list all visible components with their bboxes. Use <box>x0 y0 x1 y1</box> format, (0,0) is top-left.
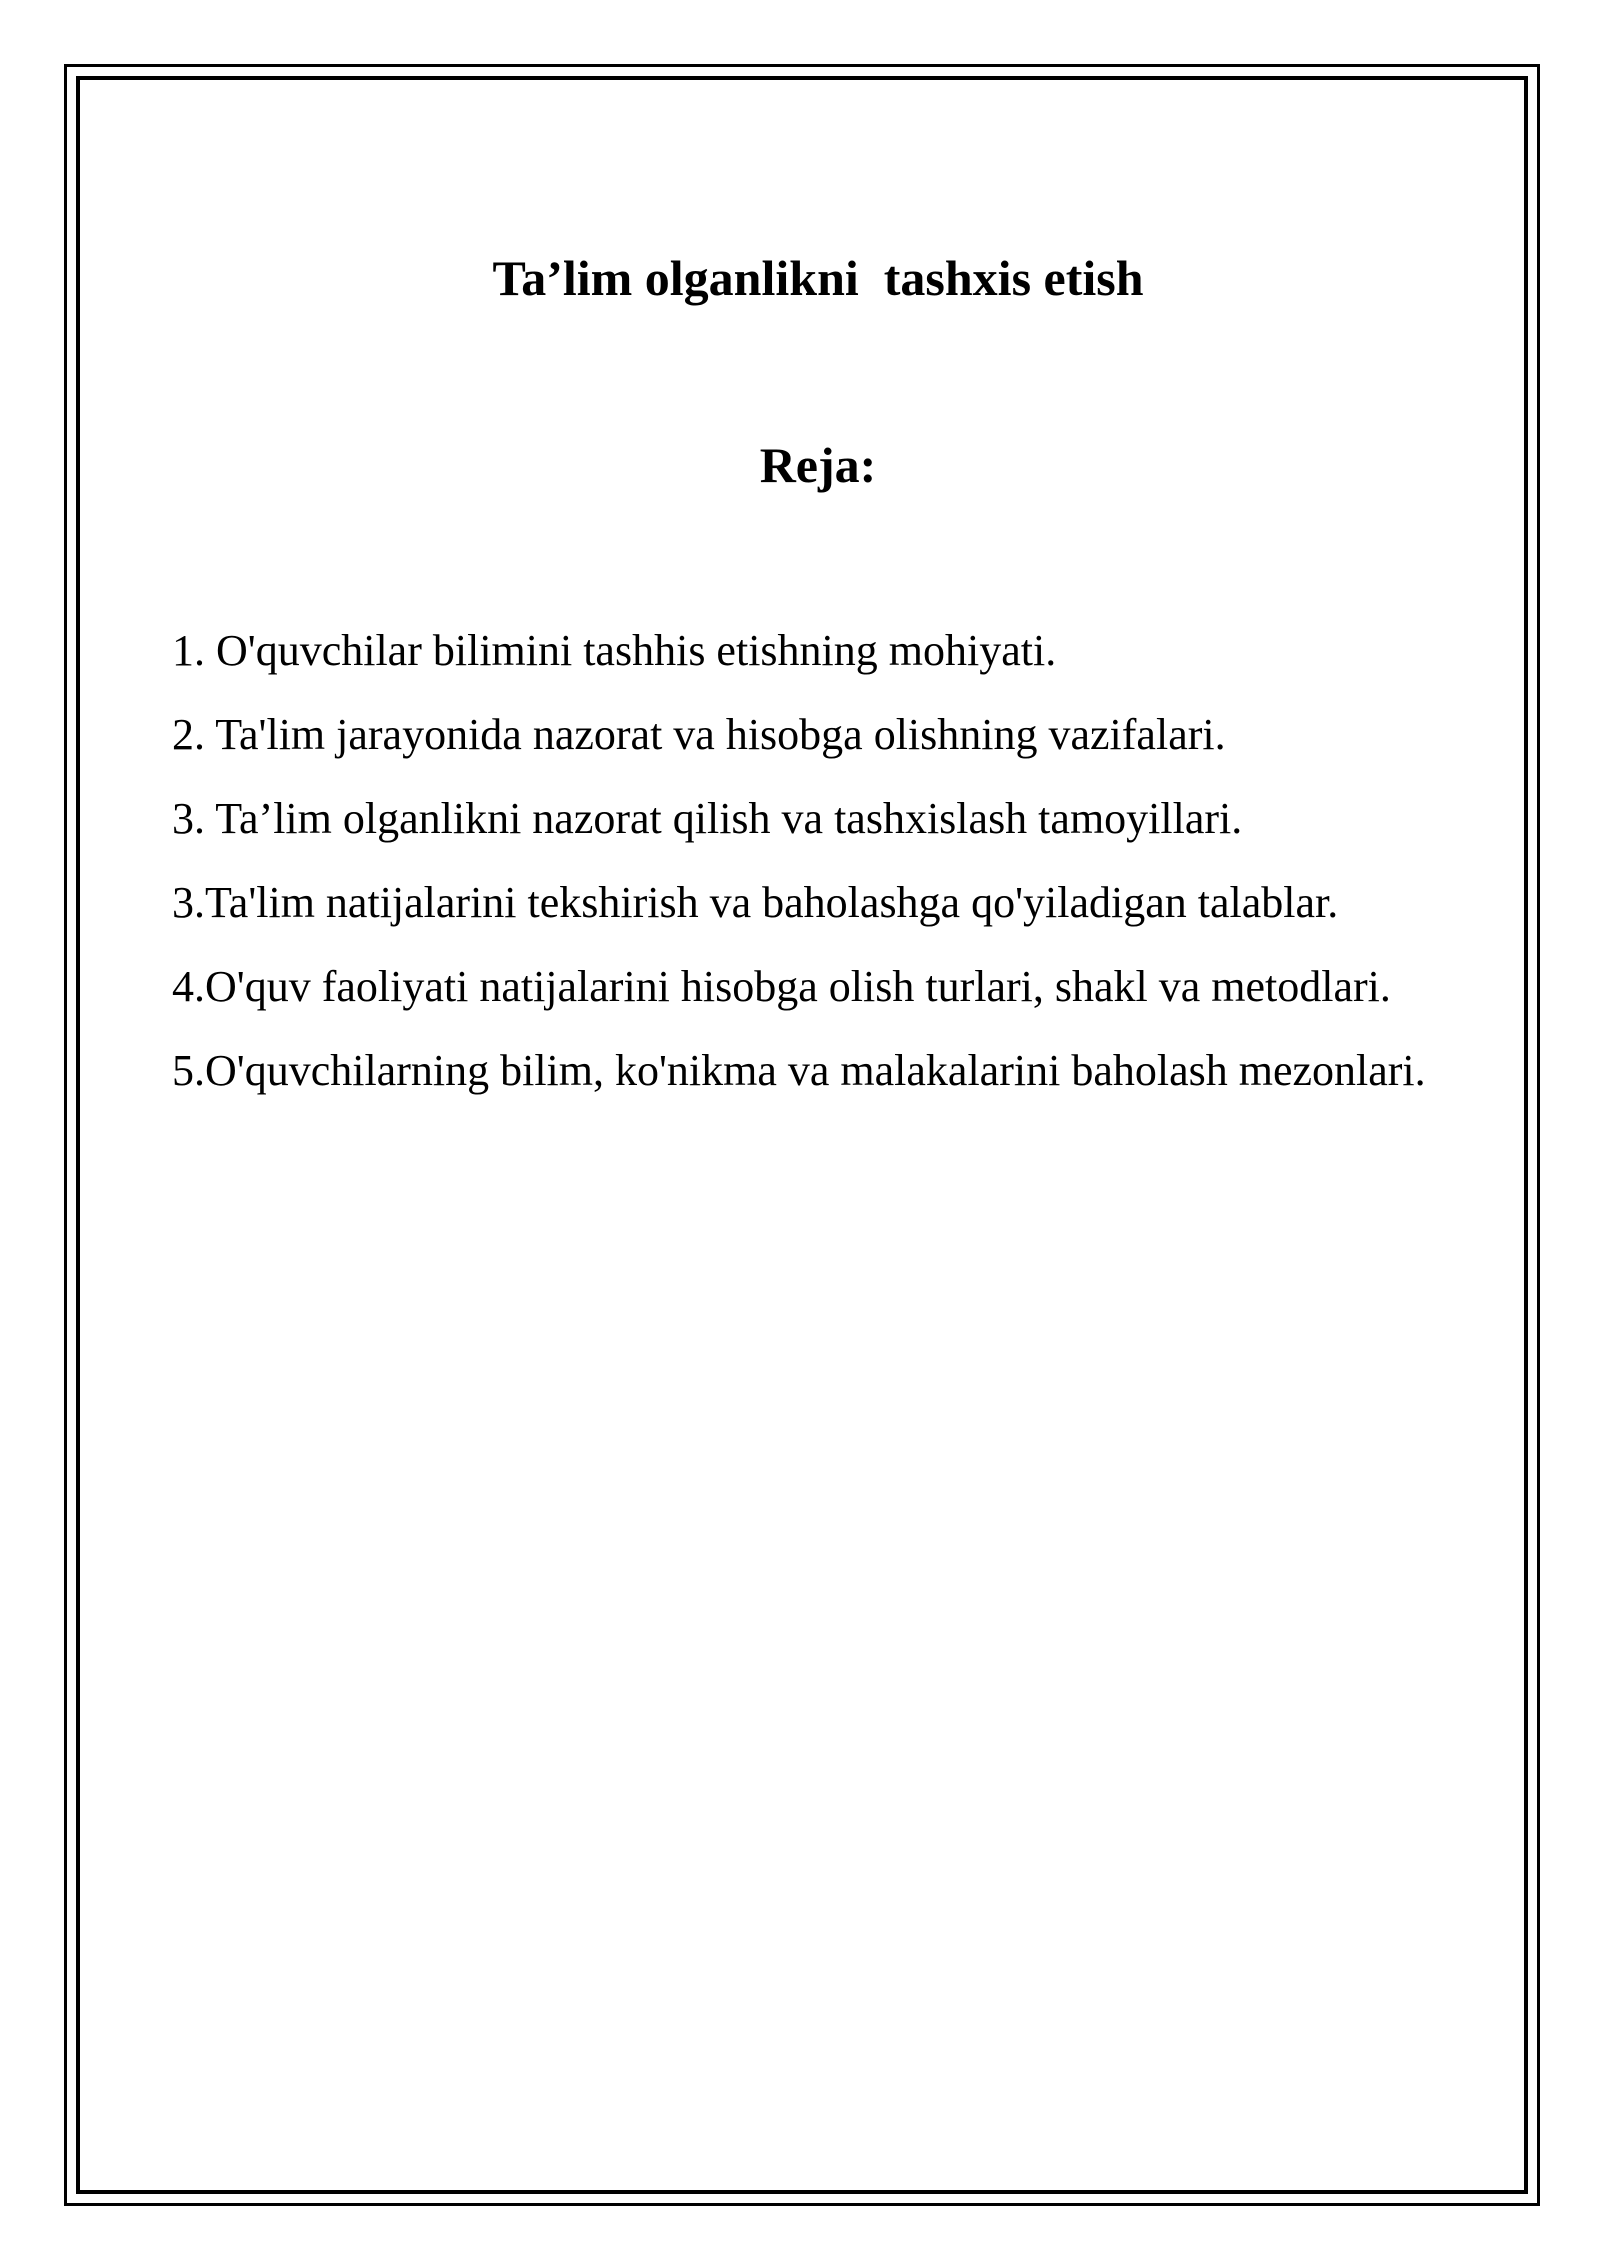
plan-heading: Reja: <box>759 437 877 493</box>
plan-list <box>172 609 1484 1113</box>
plan-item-6: 5.O'quvchilarning bilim, ko'nikma va malakalarini baholash mezonlari. <box>172 1046 1426 1095</box>
page-border-outer <box>64 64 1540 2206</box>
document-title: Ta’lim olganlikni tashxis etish <box>492 250 1144 306</box>
plan-item-4: 3.Ta'lim natijalarini tekshirish va baholashga qo'yiladigan talablar. <box>172 878 1339 927</box>
plan-item-3: 3. Ta’lim olganlikni nazorat qilish va tashxislash tamoyillari. <box>172 794 1243 843</box>
plan-item-5: 4.O'quv faoliyati natijalarini hisobga olish turlari, shakl va metodlari. <box>172 962 1391 1011</box>
plan-item-2: 2. Ta'lim jarayonida nazorat va hisobga olishning vazifalari. <box>172 710 1226 759</box>
page-border-inner <box>76 76 1528 2194</box>
plan-item-1: 1. O'quvchilar bilimini tashhis etishning mohiyati. <box>172 626 1057 675</box>
